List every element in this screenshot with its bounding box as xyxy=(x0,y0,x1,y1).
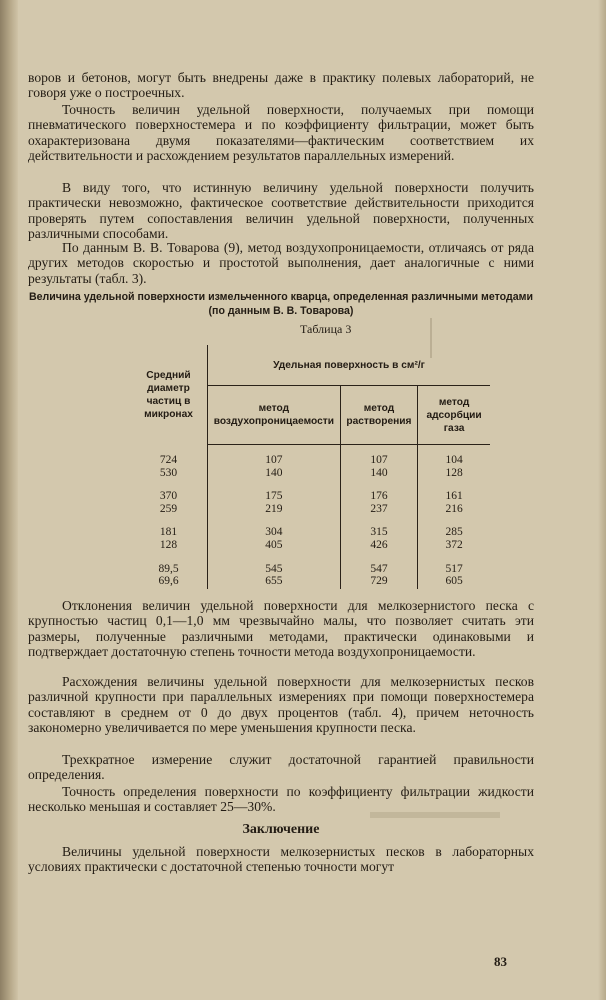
table-row xyxy=(130,539,490,552)
paragraph-triple-measurement: Трехкратное измерение служит достаточной гарантией правильности определения. xyxy=(28,752,534,783)
cell-diameter: 69,6 xyxy=(130,575,208,589)
cell-adsorption: 605 xyxy=(445,575,463,588)
cell-diameter: 370 xyxy=(130,490,208,503)
subcol-dissolution: метод растворения xyxy=(340,386,418,445)
paragraph-continuation: воров и бетонов, могут быть внедрены даже в практику полевых лабораторий, не говоря уже о построечных. xyxy=(28,70,534,101)
table-row xyxy=(130,575,490,589)
cell-air: 107 xyxy=(208,454,341,467)
table-label: Таблица 3 xyxy=(300,322,352,336)
subcol-gas-adsorption: метод адсорбции газа xyxy=(418,386,490,445)
paragraph-true-value: В виду того, что истинную величину удельной поверхности получить практически невозможно, фактическое соответствие действительности приходится проверять путем сопоставления величин удельной поверхности, полученных различными способами. xyxy=(28,180,534,242)
cell-diameter: 89,5 xyxy=(130,563,208,576)
table-caption: Величина удельной поверхности измельченного кварца, определенная различными методами (по данным В. В. Товарова) xyxy=(29,291,533,317)
cell-diameter: 724 xyxy=(130,454,208,467)
cell-dissolution: 107 xyxy=(340,454,418,467)
cell-adsorption: 372 xyxy=(445,538,463,551)
section-heading: Заключение xyxy=(242,822,320,837)
book-gutter xyxy=(0,0,18,1000)
paragraph-discrepancies: Расхождения величины удельной поверхности для мелкозернистых песков различной крупности при параллельных измерениях при помощи поверхностемера составляют в среднем от 0 до двух процентов (табл. 4), причем неточность закономерно увеличивается по мере уменьшения крупности песка. xyxy=(28,674,534,736)
cell-air: 545 xyxy=(208,563,341,576)
table-row xyxy=(130,526,490,539)
cell-air: 405 xyxy=(208,539,341,552)
table-row xyxy=(130,503,490,516)
table-row xyxy=(130,454,490,467)
table-row xyxy=(130,563,490,576)
cell-diameter: 259 xyxy=(130,503,208,516)
cell-air: 304 xyxy=(208,526,341,539)
cell-air: 655 xyxy=(208,575,341,589)
paragraph-accuracy: Точность величин удельной поверхности, получаемых при помощи пневматического поверхностемера и по коэффициенту фильтрации, может быть охарактеризована двумя показателями—фактическим соответствием их действительности и расхождением результатов параллельных измерений. xyxy=(28,102,534,164)
cell-dissolution: 426 xyxy=(340,539,418,552)
table-row xyxy=(130,467,490,480)
cell-dissolution: 176 xyxy=(340,490,418,503)
cell-dissolution: 729 xyxy=(340,575,418,589)
cell-dissolution: 315 xyxy=(340,526,418,539)
cell-diameter: 181 xyxy=(130,526,208,539)
page-number: 83 xyxy=(494,954,507,969)
cell-air: 140 xyxy=(208,467,341,480)
cell-adsorption: 161 xyxy=(445,490,463,503)
paragraph-conclusion: Величины удельной поверхности мелкозернистых песков в лабораторных условиях практически с достаточной степенью точности могут xyxy=(28,844,534,875)
paragraph-filtration-accuracy: Точность определения поверхности по коэффициенту фильтрации жидкости несколько меньшая и составляет 25—30%. xyxy=(28,784,534,815)
cell-dissolution: 547 xyxy=(340,563,418,576)
cell-adsorption: 128 xyxy=(445,466,463,479)
paragraph-tovarov: По данным В. В. Товарова (9), метод воздухопроницаемости, отличаясь от ряда других методов скоростью и простотой выполнения, дает аналогичные с ними результаты (табл. 3). xyxy=(28,240,534,286)
cell-dissolution: 140 xyxy=(340,467,418,480)
cell-diameter: 530 xyxy=(130,467,208,480)
paragraph-deviations: Отклонения величин удельной поверхности для мелкозернистого песка с крупностью частиц 0,1—1,0 мм чрезвычайно малы, что позволяет считать эти размеры, полученные различными методами, практически одинаковыми и подтверждает достаточную степень точности метода воздухопроницаемости. xyxy=(28,598,534,660)
cell-diameter: 128 xyxy=(130,539,208,552)
cell-air: 219 xyxy=(208,503,341,516)
col-header-diameter: Средний диаметр частиц в микронах xyxy=(130,345,208,445)
cell-air: 175 xyxy=(208,490,341,503)
col-header-surface: Удельная поверхность в см²/г xyxy=(208,345,491,386)
cell-adsorption: 517 xyxy=(445,562,463,575)
cell-dissolution: 237 xyxy=(340,503,418,516)
cell-adsorption: 104 xyxy=(445,454,463,466)
surface-area-table xyxy=(130,345,490,589)
subcol-air-permeability: метод воздухопроницаемости xyxy=(208,386,341,445)
cell-adsorption: 216 xyxy=(445,502,463,515)
cell-adsorption: 285 xyxy=(445,526,463,539)
table-row xyxy=(130,490,490,503)
page-edge xyxy=(598,0,606,1000)
